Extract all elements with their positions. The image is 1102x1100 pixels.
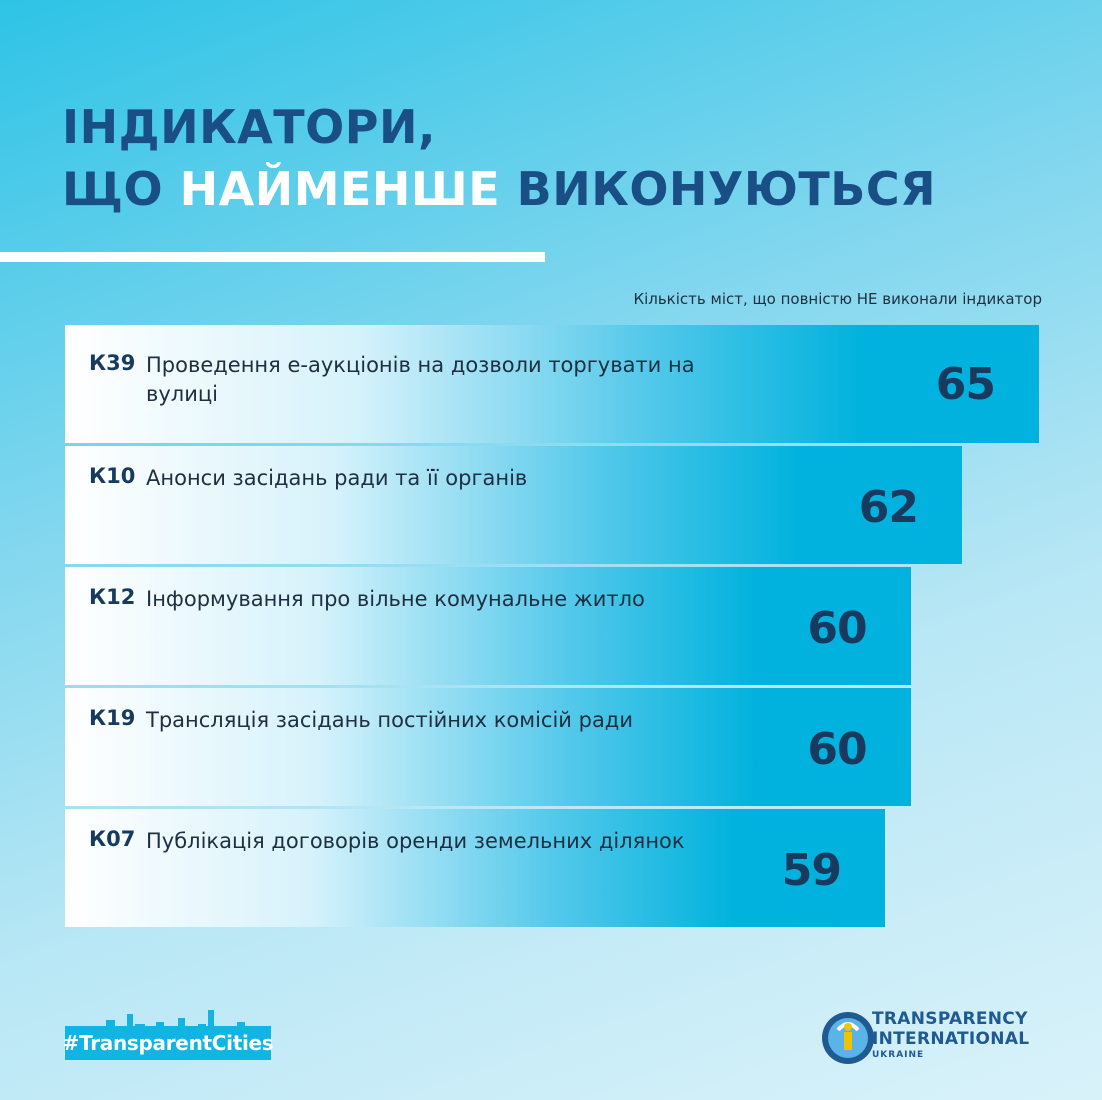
org-name-line-2: INTERNATIONAL [872, 1029, 1030, 1049]
indicator-code: К10 [89, 464, 136, 488]
indicator-label: Проведення е-аукціонів на дозволи торгувати на вулиці [146, 353, 695, 406]
bar-row [65, 688, 911, 806]
title-highlight: НАЙМЕНШЕ [179, 162, 501, 216]
bar-value-label: 60 [807, 724, 867, 775]
indicator-code: К12 [89, 585, 136, 609]
indicator-label: Трансляція засідань постійних комісій ради [146, 708, 633, 732]
organization-logo-text [872, 1009, 1029, 1061]
indicator-code: К19 [89, 706, 136, 730]
bar-row [65, 325, 1039, 443]
indicator-code: К39 [89, 351, 136, 375]
bar-row [65, 446, 962, 564]
org-name-line-1: TRANSPARENCY [872, 1009, 1028, 1029]
bar-value-label: 59 [781, 845, 841, 896]
transparency-international-logo-icon [818, 1008, 878, 1068]
title-line-2 [62, 158, 936, 220]
title-line-2-part-2: ВИКОНУЮТЬСЯ [500, 162, 937, 216]
page-title [62, 96, 936, 220]
org-name-line-3: UKRAINE [872, 1050, 925, 1060]
bar-value-label: 62 [858, 482, 918, 533]
title-line-2-part-1: ЩО [62, 162, 180, 216]
hashtag-badge: #TransparentCities [65, 1026, 271, 1060]
title-underline [0, 252, 545, 262]
bar-row [65, 567, 911, 685]
indicator-label: Публікація договорів оренди земельних ділянок [146, 829, 685, 853]
bar-value-label: 60 [807, 603, 867, 654]
indicator-label: Анонси засідань ради та її органів [146, 466, 528, 490]
indicator-label: Інформування про вільне комунальне житло [146, 587, 645, 611]
bar-value-label: 65 [935, 359, 995, 410]
chart-subtitle: Кількість міст, що повністю НЕ виконали індикатор [633, 290, 1042, 308]
title-line-1: ІНДИКАТОРИ, [62, 100, 436, 154]
bar-row [65, 809, 885, 927]
indicator-code: К07 [89, 827, 136, 851]
bar-chart [65, 325, 1065, 935]
